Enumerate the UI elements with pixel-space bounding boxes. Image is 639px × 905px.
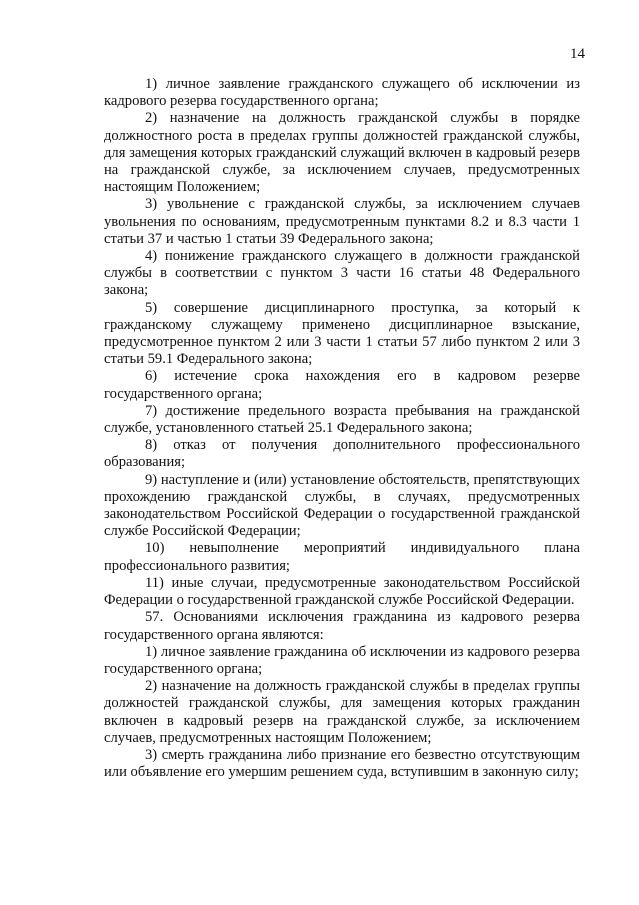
paragraph: 2) назначение на должность гражданской службы в порядке должностного роста в пределах группы должностей гражданской службы, для замещения которых гражданский служащий включен в кадровый резерв на гражданской службе, за исключением случаев, предусмотренных настоящим Положением;	[104, 110, 580, 196]
paragraph: 4) понижение гражданского служащего в должности гражданской службы в соответствии с пунктом 3 части 16 статьи 48 Федерального закона;	[104, 248, 580, 299]
document-body	[104, 76, 580, 781]
page-number: 14	[570, 46, 585, 62]
paragraph: 10) невыполнение мероприятий индивидуального плана профессионального развития;	[104, 540, 580, 574]
paragraph: 11) иные случаи, предусмотренные законодательством Российской Федерации о государственной гражданской службе Российской Федерации.	[104, 574, 580, 609]
paragraph: 1) личное заявление гражданина об исключении из кадрового резерва государственного органа;	[104, 643, 580, 677]
paragraph: 2) назначение на должность гражданской службы в пределах группы должностей гражданской службы, для замещения которых гражданин включен в кадровый резерв на гражданской службе, за исключением случаев, предусмотренных настоящим Положением;	[104, 678, 580, 746]
paragraph: 8) отказ от получения дополнительного профессионального образования;	[104, 437, 580, 471]
paragraph: 7) достижение предельного возраста пребывания на гражданской службе, установленного статьей 25.1 Федерального закона;	[104, 402, 580, 437]
paragraph: 9) наступление и (или) установление обстоятельств, препятствующих прохождению гражданской службы, в случаях, предусмотренных законодательством Российской Федерации о государственной гражданской службе Российской Федерации;	[104, 471, 580, 540]
paragraph: 1) личное заявление гражданского служащего об исключении из кадрового резерва государственного органа;	[104, 76, 580, 110]
paragraph: 5) совершение дисциплинарного проступка, за который к гражданскому служащему применено дисциплинарное взыскание, предусмотренное пунктом 2 или 3 части 1 статьи 57 либо пунктом 2 или 3 статьи 59.1 Федерального закона;	[104, 299, 580, 368]
paragraph: 6) истечение срока нахождения его в кадровом резерве государственного органа;	[104, 368, 580, 402]
paragraph: 3) увольнение с гражданской службы, за исключением случаев увольнения по основаниям, предусмотренным пунктами 8.2 и 8.3 части 1 статьи 37 и частью 1 статьи 39 Федерального закона;	[104, 196, 580, 247]
paragraph: 3) смерть гражданина либо признание его безвестно отсутствующим или объявление его умершим решением суда, вступившим в законную силу;	[104, 746, 580, 781]
paragraph: 57. Основаниями исключения гражданина из кадрового резерва государственного органа являются:	[104, 609, 580, 643]
